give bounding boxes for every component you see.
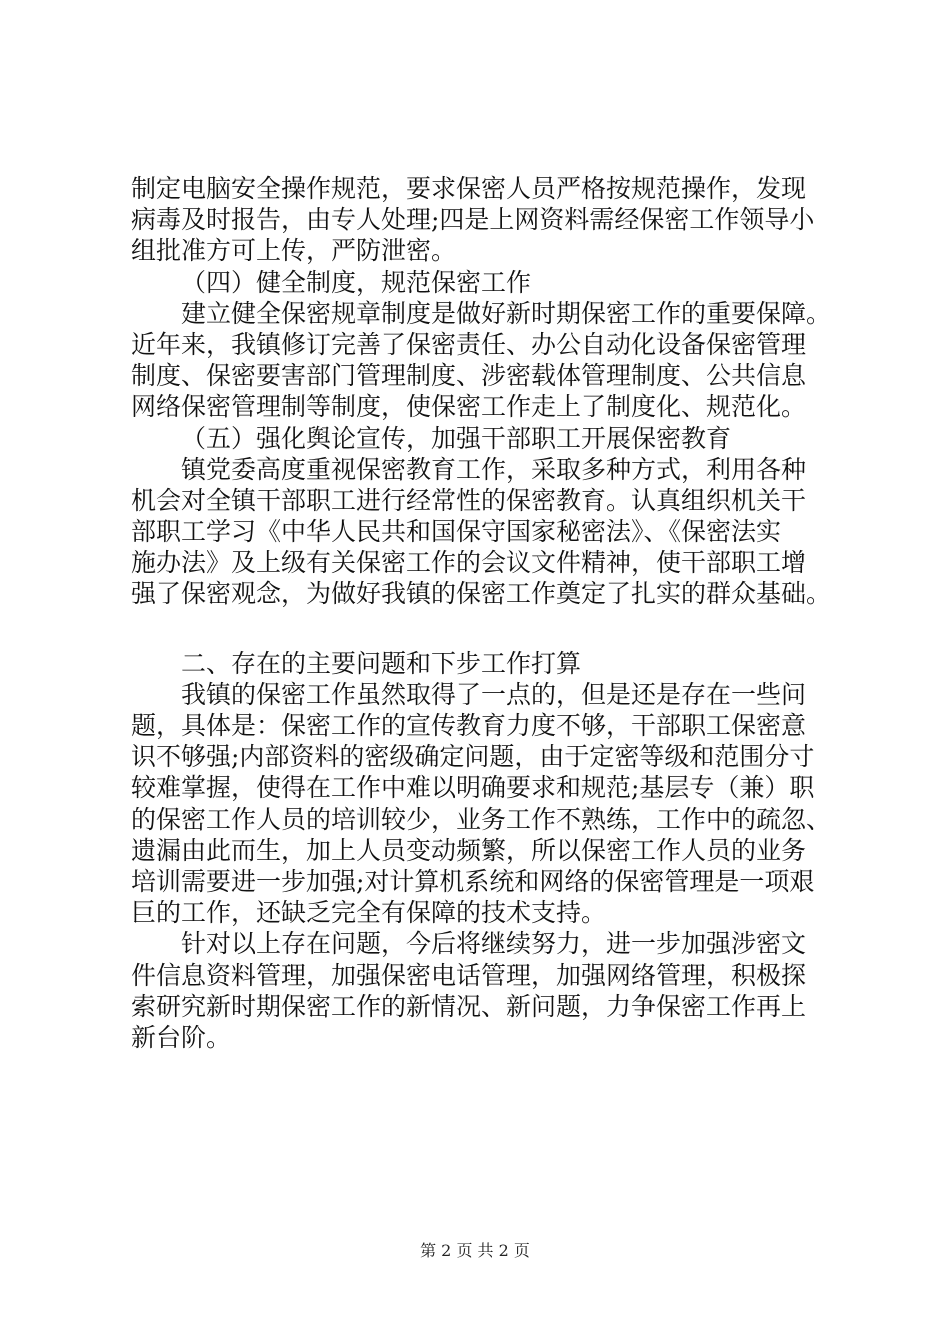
section-heading: （四）健全制度，规范保密工作 xyxy=(181,267,532,297)
paragraph-line: 镇党委高度重视保密教育工作，采取多种方式，利用各种 xyxy=(181,454,807,484)
paragraph-line: 近年来，我镇修订完善了保密责任、办公自动化设备保密管理 xyxy=(131,329,807,359)
paragraph-line: 索研究新时期保密工作的新情况、新问题，力争保密工作再上 xyxy=(131,991,807,1021)
paragraph-line: 针对以上存在问题，今后将继续努力，进一步加强涉密文 xyxy=(181,929,807,959)
paragraph-line: 部职工学习《中华人民共和国保守国家秘密法》、《保密法实 xyxy=(131,517,782,547)
paragraph-line: 施办法》及上级有关保密工作的会议文件精神，使干部职工增 xyxy=(131,548,807,578)
paragraph-line: 新台阶。 xyxy=(131,1022,232,1052)
paragraph-line: 件信息资料管理，加强保密电话管理，加强网络管理，积极探 xyxy=(131,960,807,990)
paragraph-line: 制定电脑安全操作规范，要求保密人员严格按规范操作，发现 xyxy=(131,174,807,203)
paragraph-line: 制度、保密要害部门管理制度、涉密载体管理制度、公共信息 xyxy=(131,361,807,391)
paragraph-line: 病毒及时报告，由专人处理;四是上网资料需经保密工作领导小 xyxy=(131,205,815,235)
paragraph-line: 网络保密管理制等制度，使保密工作走上了制度化、规范化。 xyxy=(131,392,807,422)
paragraph-line: 巨的工作，还缺乏完全有保障的技术支持。 xyxy=(131,898,607,928)
paragraph-line: 建立健全保密规章制度是做好新时期保密工作的重要保障。 xyxy=(181,298,832,328)
paragraph-line: 机会对全镇干部职工进行经常性的保密教育。认真组织机关干 xyxy=(131,485,807,515)
paragraph-line: 识不够强;内部资料的密级确定问题，由于定密等级和范围分寸 xyxy=(131,742,815,772)
paragraph-line: 题，具体是：保密工作的宣传教育力度不够，干部职工保密意 xyxy=(131,711,807,740)
paragraph-line: 培训需要进一步加强;对计算机系统和网络的保密管理是一项艰 xyxy=(131,866,815,896)
section-heading: 二、存在的主要问题和下步工作打算 xyxy=(181,648,582,678)
section-heading: （五）强化舆论宣传，加强干部职工开展保密教育 xyxy=(181,423,732,453)
document-body xyxy=(131,173,846,1053)
paragraph-line: 遗漏由此而生，加上人员变动频繁，所以保密工作人员的业务 xyxy=(131,835,807,865)
paragraph-line: 强了保密观念，为做好我镇的保密工作奠定了扎实的群众基础。 xyxy=(131,579,832,609)
paragraph-spacer xyxy=(131,610,846,648)
paragraph-line: 组批准方可上传，严防泄密。 xyxy=(131,236,457,266)
paragraph-line: 较难掌握，使得在工作中难以明确要求和规范;基层专（兼）职 xyxy=(131,773,815,803)
page-number-footer: 第 2 页 共 2 页 xyxy=(420,1241,530,1260)
paragraph-line: 的保密工作人员的培训较少，业务工作不熟练，工作中的疏忽、 xyxy=(131,804,832,834)
paragraph-line: 我镇的保密工作虽然取得了一点的，但是还是存在一些问 xyxy=(181,679,807,709)
